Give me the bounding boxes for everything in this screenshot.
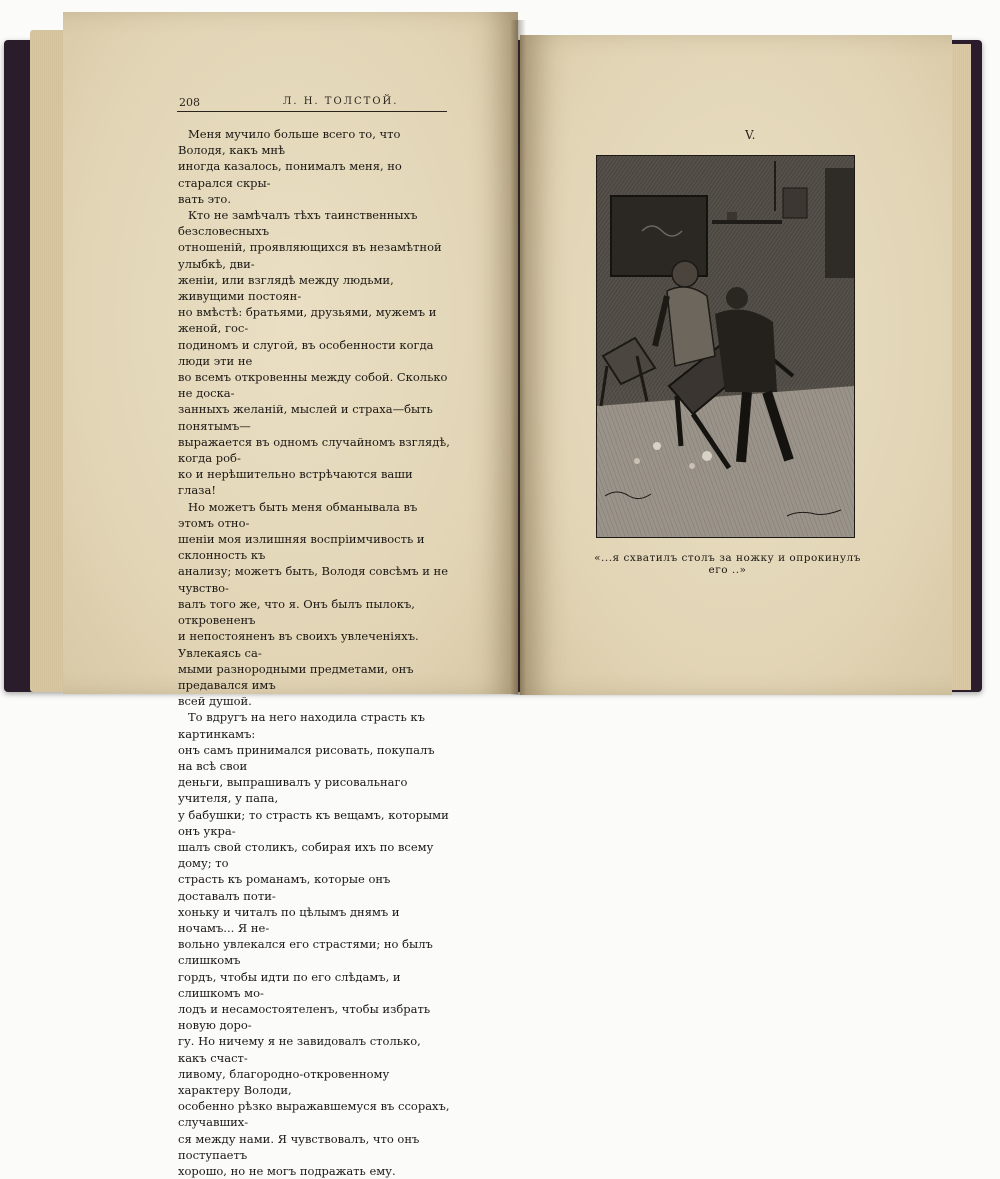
engraving-scene [597,156,854,537]
chapter-number: V. [745,128,756,142]
paragraph: То вдругъ на него находила страсть къ картинкамъ: онъ самъ принимался рисовать, покупалъ на всѣ свои деньги, выпрашивалъ у рисовальнаго учителя, у папа, у бабушки; то страсть къ вещамъ, которыми онъ укра- шалъ свой столикъ, собирая ихъ по всему дому; то страсть къ романамъ, которые онъ доставалъ поти- хоньку и читалъ по цѣлымъ днямъ и ночамъ... Я не- вольно увлекался его страстями; но былъ слишкомъ гордъ, чтобы идти по его слѣдамъ, и слишкомъ мо- лодъ и несамостоятеленъ, чтобы избрать новую доро- гу. Но ничему я не завидовалъ столько, какъ счаст- ливому, благородно-откровенному характеру Володи, особенно рѣзко выражавшемуся въ ссорахъ, случавших- ся между нами. Я чувствовалъ, что онъ поступаетъ хорошо, но не могъ подражать ему. [178,710,450,1178]
paragraph: Кто не замѣчалъ тѣхъ таинственныхъ безсловесныхъ отношеній, проявляющихся въ незамѣтной улыбкѣ, дви- женіи, или взглядѣ между людьми, живущими постоян- но вмѣстѣ: братьями, друзьями, мужемъ и женой, гос- подиномъ и слугой, въ особенности когда люди эти не во всемъ откровенны между собой. Сколько не доска- занныхъ желаній, мыслей и страха—быть понятымъ— выражается въ одномъ случайномъ взглядѣ, когда роб- ко и нерѣшительно встрѣчаются ваши глаза! [178,208,450,498]
paragraph: Меня мучило больше всего то, что Володя, какъ мнѣ иногда казалось, понималъ меня, но старался скры- вать это. [178,127,402,206]
running-head [177,93,447,112]
engraving-illustration [596,155,855,538]
page-number: 208 [179,96,200,109]
body-text [178,126,450,1179]
paragraph: Но можетъ быть меня обманывала въ этомъ отно- шеніи моя излишняя воспріимчивость и склонность къ анализу; можетъ быть, Володя совсѣмъ и не чувство- валъ того же, что я. Онъ былъ пылокъ, откровененъ и непостояненъ въ своихъ увлеченіяхъ. Увлекаясь са- мыми разнородными предметами, онъ предавался имъ всей душой. [178,499,449,709]
book-gutter [510,20,526,695]
running-head-title: Л. Н. ТОЛСТОЙ. [283,96,399,107]
illustration-caption: «...я схватилъ столъ за ножку и опрокинулъ его ..» [594,552,861,576]
